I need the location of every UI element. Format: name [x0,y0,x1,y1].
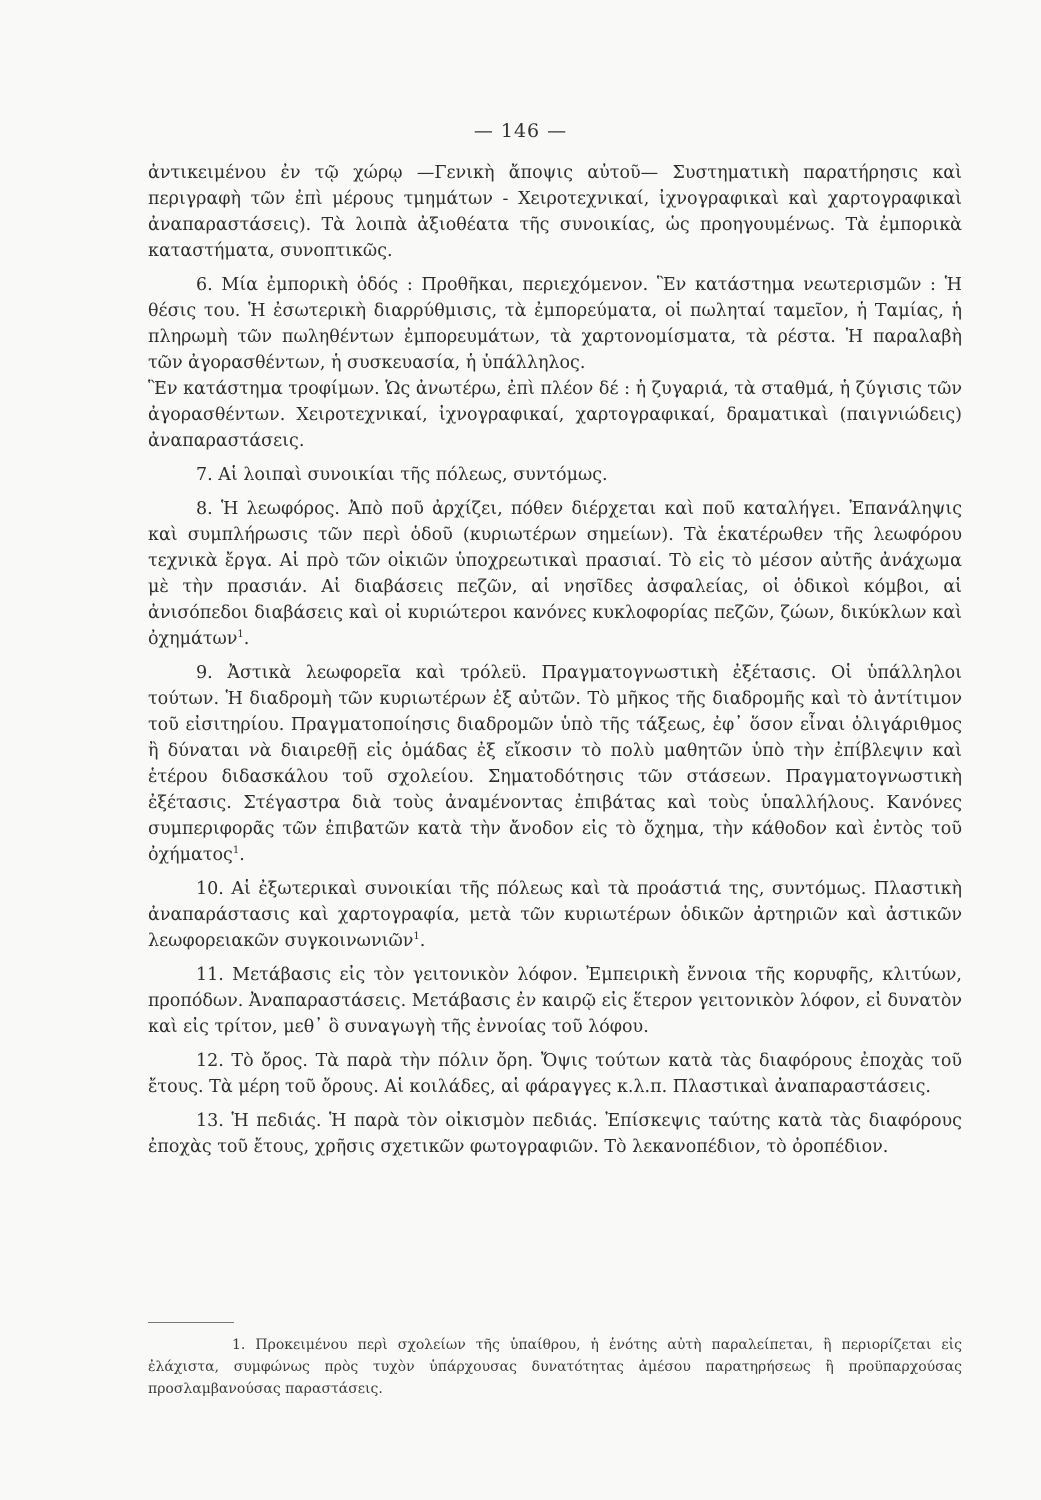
footnote-ref: 1 [237,629,244,641]
paragraph-11: 11. Μετάβασις εἰς τὸν γειτονικὸν λόφον. Ἐμπειρικὴ ἔννοια τῆς κορυφῆς, κλιτύων, προπόδων. Ἀναπαραστάσεις. Μετάβασις ἐν καιρῷ εἰς ἕτερον γειτονικὸν λόφον, εἰ δυνατὸν καὶ εἰς τρίτον, μεθ᾽ ὃ συναγωγὴ τῆς ἐννοίας τοῦ λόφου. [148,965,963,1037]
footnote: 1. Προκειμένου περὶ σχολείων τῆς ὑπαίθρου, ἡ ἑνότης αὐτὴ παραλείπεται, ἢ περιορίζεται εἰς ἐλάχιστα, συμφώνως πρὸς τυχὸν ὑπάρχουσας δυνατότητας ἀμέσου παρατηρήσεως ἢ προϋπαρχούσας προσλαμβανούσας παραστάσεις. [148,1337,962,1397]
page-number: — 146 — [473,120,568,142]
paragraph-8-text: 8. Ἡ λεωφόρος. Ἀπὸ ποῦ ἀρχίζει, πόθεν διέρχεται καὶ ποῦ καταλήγει. Ἐπανάληψις καὶ συμπλήρωσις τῶν περὶ ὁδοῦ (κυριωτέρων σημείων). Τὰ ἑκατέρωθεν τῆς λεωφόρου τεχνικὰ ἔργα. Αἱ πρὸ τῶν οἰκιῶν ὑποχρεωτικαὶ πρασιαί. Τὸ εἰς τὸ μέσον αὐτῆς ἀνάχωμα μὲ τὴν πρασιάν. Αἱ διαβάσεις πεζῶν, αἱ νησῖδες ἀσφαλείας, οἱ ὁδικοὶ κόμβοι, αἱ ἀνισόπεδοι διαβάσεις καὶ οἱ κυριώτεροι κανόνες κυκλοφορίας πεζῶν, ζώων, δικύκλων καὶ ὀχημάτων [148,499,962,649]
paragraph-9-end: . [239,845,245,865]
paragraph-13: 13. Ἡ πεδιάς. Ἡ παρὰ τὸν οἰκισμὸν πεδιάς. Ἐπίσκεψις ταύτης κατὰ τὰς διαφόρους ἐποχὰς τοῦ ἔτους, χρῆσις σχετικῶν φωτογραφιῶν. Τὸ λεκανοπέδιον, τὸ ὀροπέδιον. [148,1111,962,1157]
footnote-divider [148,1322,234,1323]
paragraph-intro: ἀντικειμένου ἐν τῷ χώρῳ —Γενικὴ ἄποψις αὐτοῦ— Συστηματικὴ παρατήρησις καὶ περιγραφὴ τῶν ἐπὶ μέρους τμημάτων - Χειροτεχνικαί, ἰχνογραφικαὶ καὶ χαρτογραφικαὶ ἀναπαραστάσεις). Τὰ λοιπὰ ἀξιοθέατα τῆς συνοικίας, ὡς προηγουμένως. Τὰ ἐμπορικὰ καταστήματα, συνοπτικῶς. [148,163,962,261]
paragraph-9-text: 9. Ἀστικὰ λεωφορεῖα καὶ τρόλεϋ. Πραγματογνωστικὴ ἐξέτασις. Οἱ ὑπάλληλοι τούτων. Ἡ διαδρομὴ τῶν κυριωτέρων ἐξ αὐτῶν. Τὸ μῆκος τῆς διαδρομῆς καὶ τὸ ἀντίτιμον τοῦ εἰσιτηρίου. Πραγματοποίησις διαδρομῶν ὑπὸ τῆς τάξεως, ἐφ᾽ ὅσον εἶναι ὀλιγάριθμος ἢ δύναται νὰ διαιρεθῇ εἰς ὁμάδας ἐξ εἴκοσιν τὸ πολὺ μαθητῶν ὑπὸ τὴν ἐπίβλεψιν καὶ ἑτέρου διδασκάλου τοῦ σχολείου. Σηματοδότησις τῶν στάσεων. Πραγματογνωστικὴ ἐξέτασις. Στέγαστρα διὰ τοὺς ἀναμένοντας ἐπιβάτας καὶ τοὺς ὑπαλλήλους. Κανόνες συμπεριφορᾶς τῶν ἐπιβατῶν κατὰ τὴν ἄνοδον εἰς τὸ ὄχημα, τὴν κάθοδον καὶ ἐντὸς τοῦ ὀχήματος [148,663,962,865]
footnote-ref: 1 [413,931,420,943]
paragraph-10 [148,876,962,954]
paragraph-8 [148,496,962,652]
paragraph-10-end: . [419,931,426,951]
body-text [148,160,962,1160]
paragraph-8-end: . [243,629,250,649]
paragraph-7: 7. Αἱ λοιπαὶ συνοικίαι τῆς πόλεως, συντόμως. [196,465,608,485]
paragraph-9 [148,660,962,868]
paragraph-12: 12. Τὸ ὄρος. Τὰ παρὰ τὴν πόλιν ὄρη. Ὄψις τούτων κατὰ τὰς διαφόρους ἐποχὰς τοῦ ἔτους. Τὰ μέρη τοῦ ὄρους. Αἱ κοιλάδες, αἱ φάραγγες κ.λ.π. Πλαστικαὶ ἀναπαραστάσεις. [148,1051,962,1097]
paragraph-6: 6. Μία ἐμπορικὴ ὁδός : Προθῆκαι, περιεχόμενον. Ἓν κατάστημα νεωτερισμῶν : Ἡ θέσις του. Ἡ ἐσωτερικὴ διαρρύθμισις, τὰ ἐμπορεύματα, οἱ πωληταί ταμεῖον, ἡ Ταμίας, ἡ πληρωμὴ τῶν πωληθέντων ἐμπορευμάτων, τὰ χαρτονομίσματα, τὰ ρέστα. Ἡ παραλαβὴ τῶν ἀγορασθέντων, ἡ συσκευασία, ἡ ὑπάλληλος. [148,275,962,373]
paragraph-10-text: 10. Αἱ ἐξωτερικαὶ συνοικίαι τῆς πόλεως καὶ τὰ προάστιά της, συντόμως. Πλαστικὴ ἀναπαράστασις καὶ χαρτογραφία, μετὰ τῶν κυριωτέρων ὁδικῶν ἀρτηριῶν καὶ ἀστικῶν λεωφορειακῶν συγκοινωνιῶν [148,879,962,951]
footnote-ref: 1 [232,845,240,857]
paragraph-6b: Ἓν κατάστημα τροφίμων. Ὡς ἀνωτέρω, ἐπὶ πλέον δέ : ἡ ζυγαριά, τὰ σταθμά, ἡ ζύγισις τῶν ἀγορασθέντων. Χειροτεχνικαί, ἰχνογραφικαί, χαρτογραφικαί, δραματικαὶ (παιγνιώδεις) ἀναπαραστάσεις. [148,379,962,451]
